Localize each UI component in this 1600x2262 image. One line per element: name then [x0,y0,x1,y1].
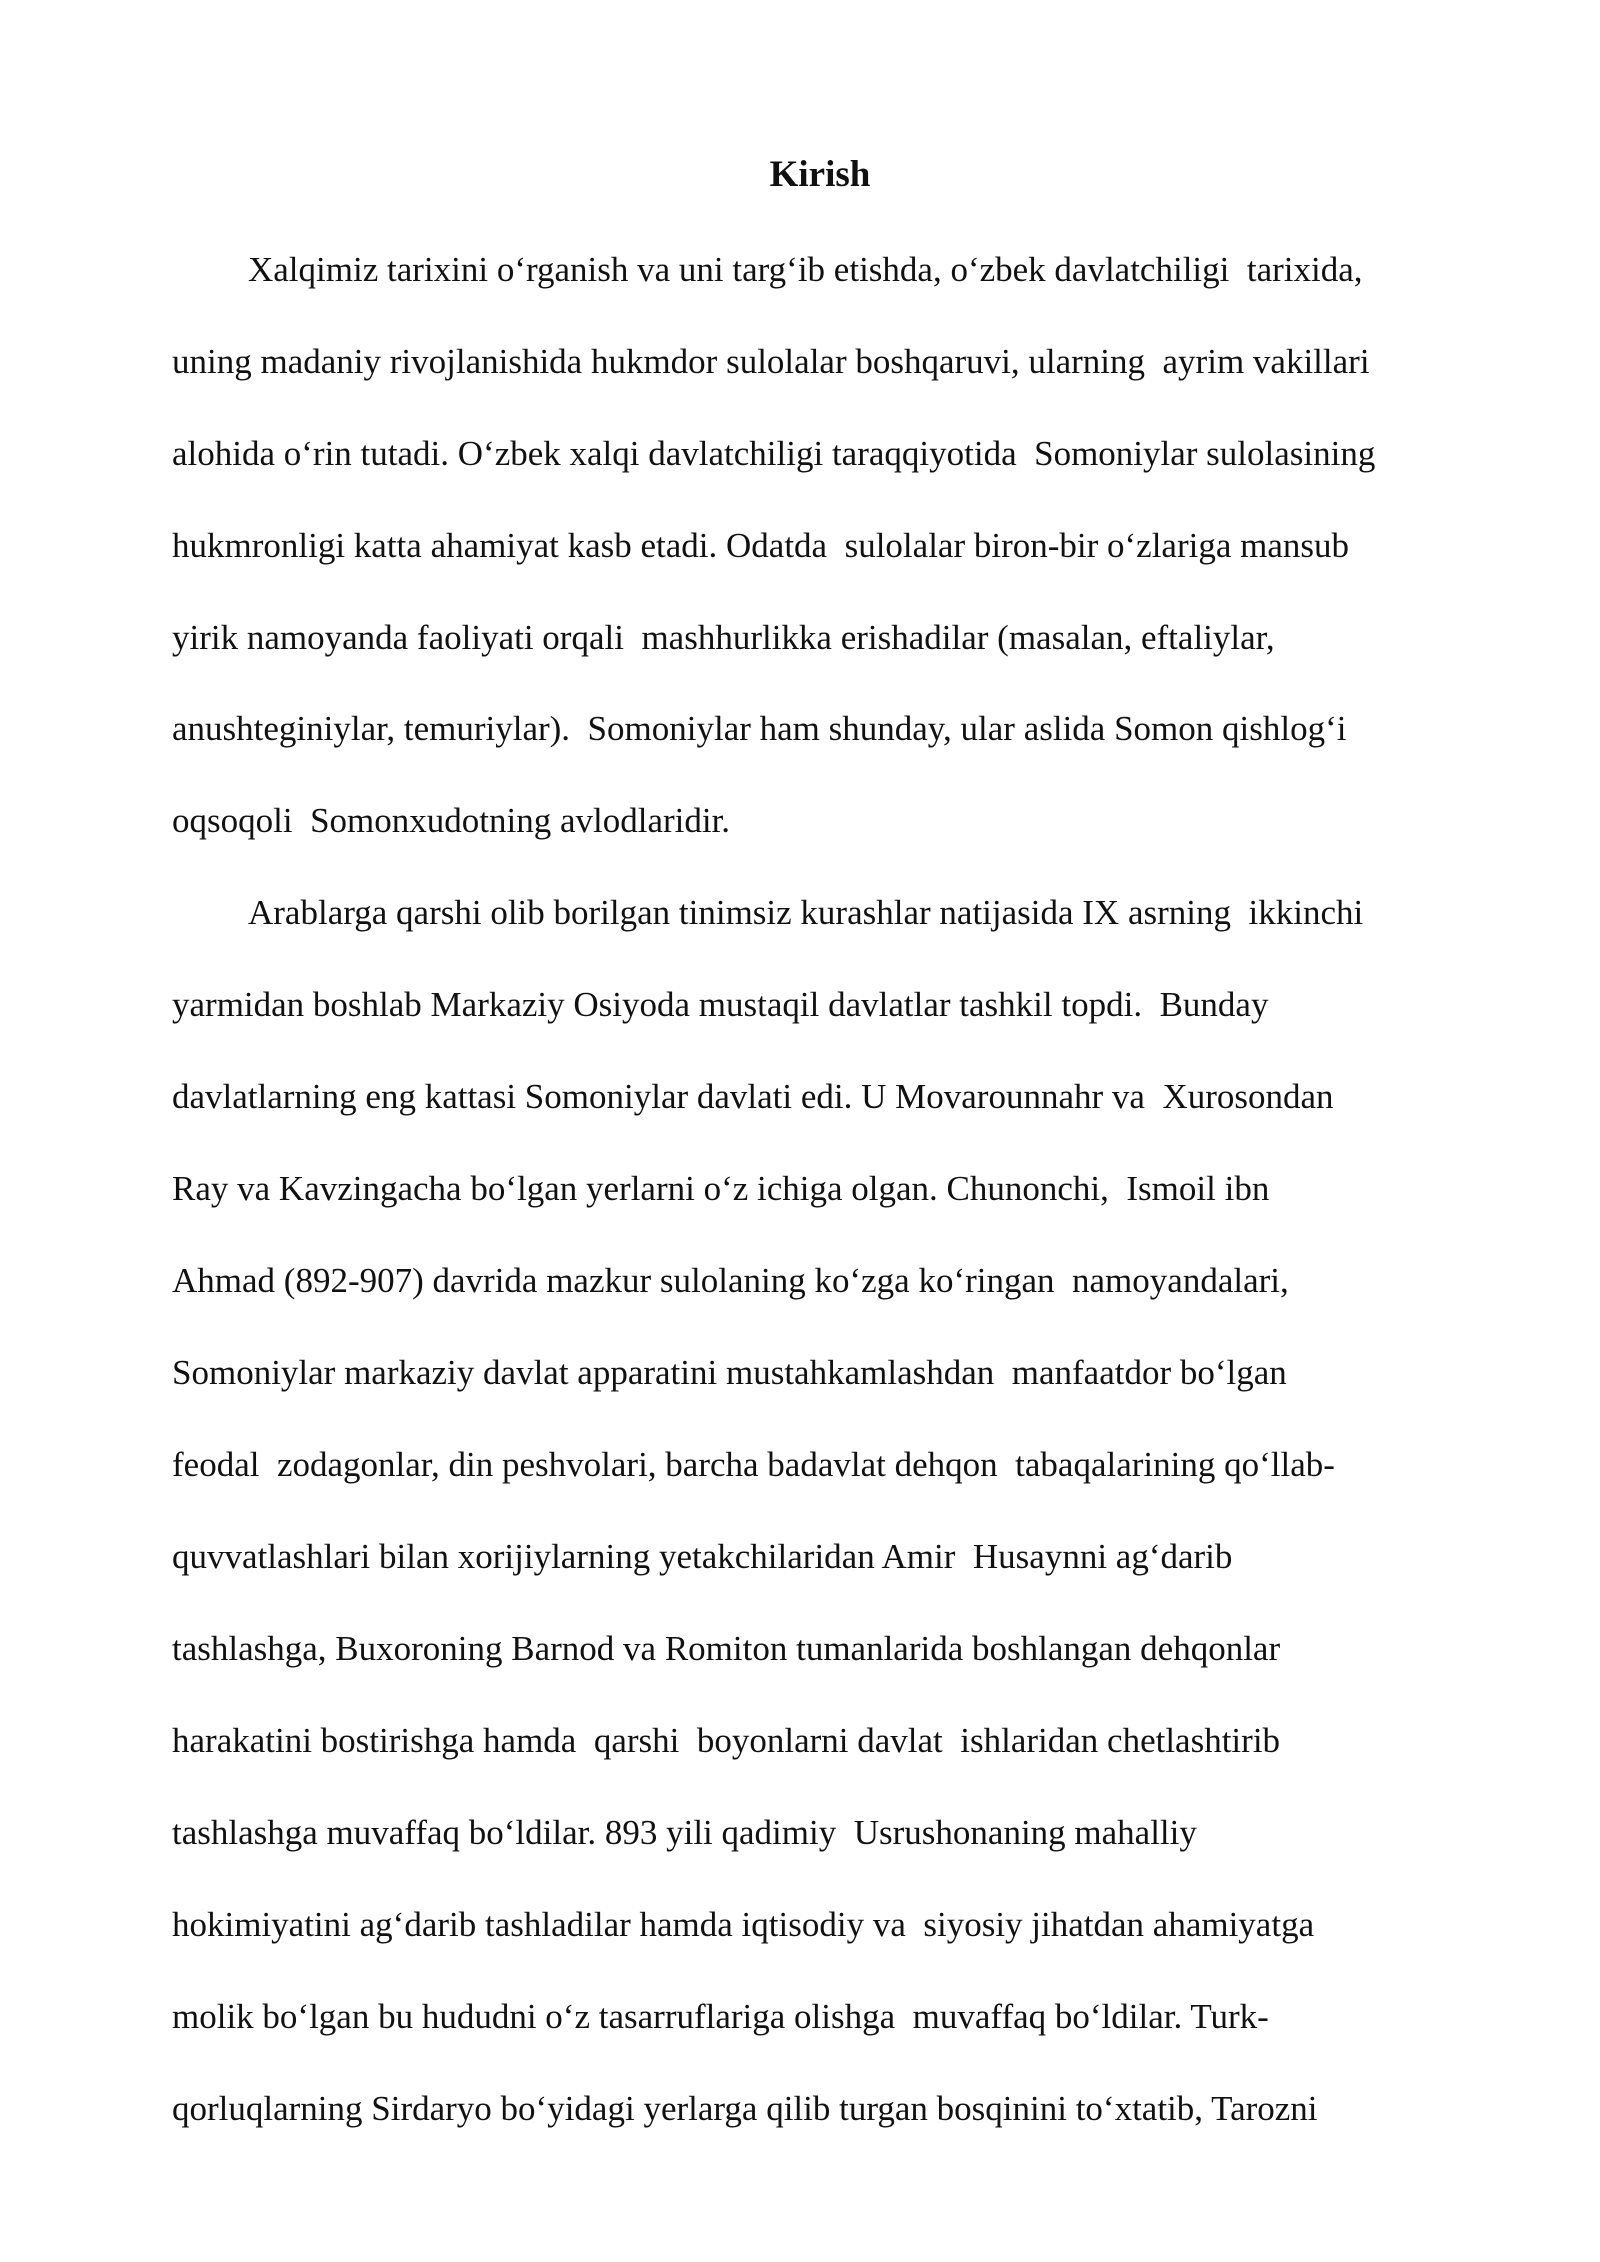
text-line: Arablarga qarshi olib borilgan tinimsiz kurashlar natijasida IX asrning ikkinchi [248,893,1364,932]
text-line: alohida oʻrin tutadi. Oʻzbek xalqi davlatchiligi taraqqiyotida Somoniylar sulolasining [172,434,1376,473]
page-title: Kirish [769,154,871,195]
text-line: harakatini bostirishga hamda qarshi boyonlarni davlat ishlaridan chetlashtirib [172,1721,1281,1760]
text-line: hukmronligi katta ahamiyat kasb etadi. Odatda sulolalar biron-bir oʻzlariga mansub [172,526,1350,565]
text-line: uning madaniy rivojlanishida hukmdor sulolalar boshqaruvi, ularning ayrim vakillari [172,342,1370,381]
text-line: anushteginiylar, temuriylar). Somoniylar ham shunday, ular aslida Somon qishlogʻi [172,709,1347,748]
text-line: Ahmad (892-907) davrida mazkur sulolaning koʻzga koʻringan namoyandalari, [172,1261,1289,1300]
text-line: oqsoqoli Somonxudotning avlodlaridir. [172,801,731,840]
text-line: molik boʻlgan bu hududni oʻz tasarruflariga olishga muvaffaq boʻldilar. Turk- [172,1997,1269,2036]
text-line: Ray va Kavzingacha boʻlgan yerlarni oʻz ichiga olgan. Chunonchi, Ismoil ibn [172,1169,1270,1208]
text-line: tashlashga muvaffaq boʻldilar. 893 yili qadimiy Usrushonaning mahalliy [172,1813,1197,1852]
text-line: hokimiyatini agʻdarib tashladilar hamda iqtisodiy va siyosiy jihatdan ahamiyatga [172,1905,1315,1944]
text-line: tashlashga, Buxoroning Barnod va Romiton tumanlarida boshlangan dehqonlar [172,1629,1281,1668]
text-line: feodal zodagonlar, din peshvolari, barcha badavlat dehqon tabaqalarining qoʻllab- [172,1445,1335,1484]
text-line: quvvatlashlari bilan xorijiylarning yetakchilaridan Amir Husaynni agʻdarib [172,1537,1233,1576]
text-line: davlatlarning eng kattasi Somoniylar davlati edi. U Movarounnahr va Xurosondan [172,1077,1334,1116]
text-line: yirik namoyanda faoliyati orqali mashhurlikka erishadilar (masalan, eftaliylar, [172,618,1275,657]
text-line: Somoniylar markaziy davlat apparatini mustahkamlashdan manfaatdor boʻlgan [172,1353,1287,1392]
text-line: qorluqlarning Sirdaryo boʻyidagi yerlarga qilib turgan bosqinini toʻxtatib, Tarozni [172,2089,1318,2128]
text-line: yarmidan boshlab Markaziy Osiyoda mustaqil davlatlar tashkil topdi. Bunday [172,985,1269,1024]
text-line: Xalqimiz tarixini oʻrganish va uni targʻib etishda, oʻzbek davlatchiligi tarixida, [248,250,1363,289]
